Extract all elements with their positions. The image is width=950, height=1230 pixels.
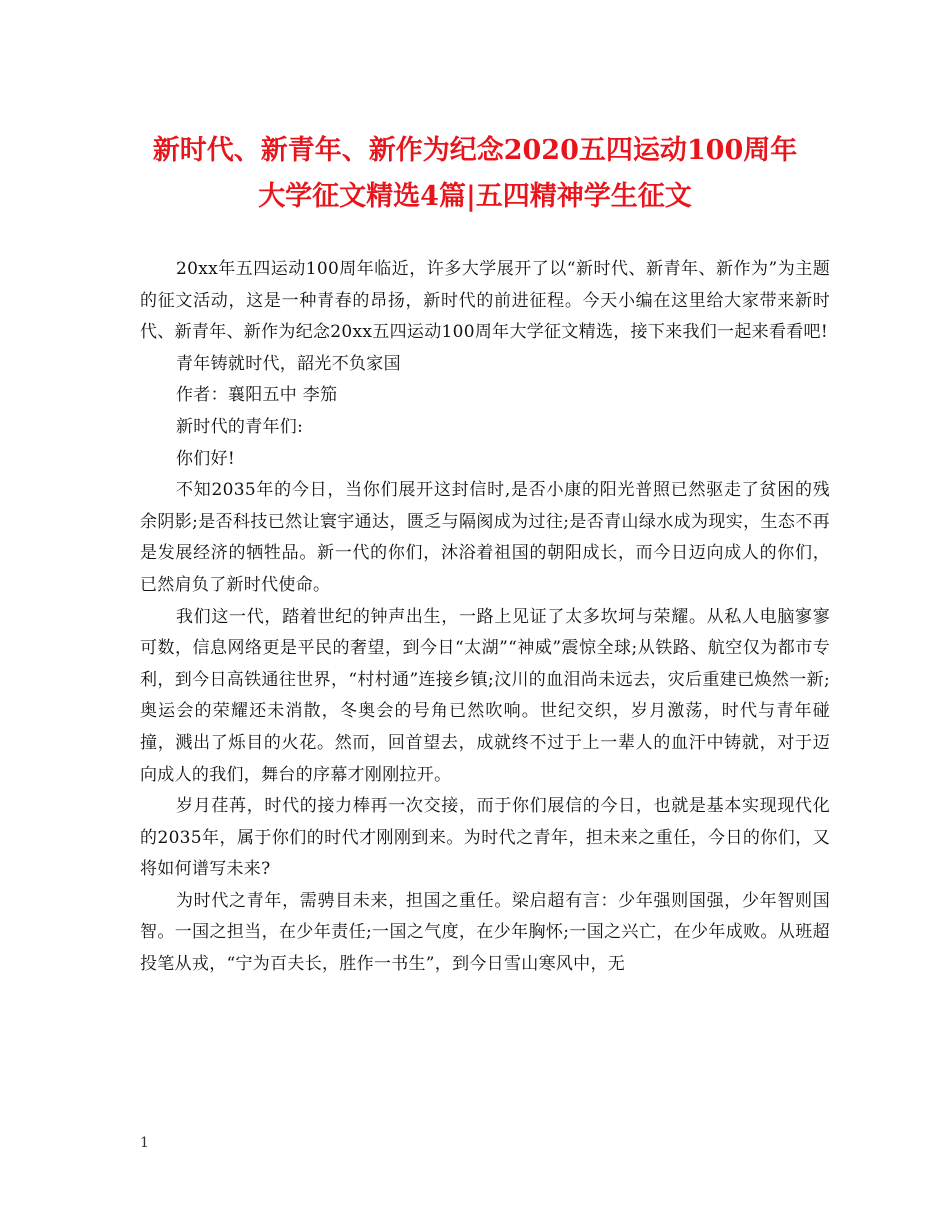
title-line-2: 大学征文精选4篇|五四精神学生征文	[258, 181, 692, 212]
body-paragraph: 为时代之青年，需骋目未来，担国之重任。梁启超有言：少年强则国强，少年智则国智。一国之担当，在少年责任;一国之气度，在少年胸怀;一国之兴亡，在少年成败。从班超投笔从戎，“宁为百夫长，胜作一书生”，到今日雪山寒风中，无	[140, 890, 830, 975]
document-title	[100, 128, 850, 220]
title-line-1: 新时代、新青年、新作为纪念2020五四运动100周年	[152, 135, 798, 166]
intro-paragraph: 20xx年五四运动100周年临近，许多大学展开了以“新时代、新青年、新作为”为主题的征文活动，这是一种青春的昂扬，新时代的前进征程。今天小编在这里给大家带来新时代、新青年、新作为纪念20xx五四运动100周年大学征文精选，接下来我们一起来看看吧!	[140, 259, 830, 343]
essay-title: 青年铸就时代，韶光不负家国	[176, 353, 401, 374]
body-paragraph: 不知2035年的今日，当你们展开这封信时,是否小康的阳光普照已然驱走了贫困的残余阴影;是否科技已然让寰宇通达，匮乏与隔阂成为过往;是否青山绿水成为现实，生态不再是发展经济的牺牲品。新一代的你们，沐浴着祖国的朝阳成长，而今日迈向成人的你们，已然肩负了新时代使命。	[140, 480, 830, 595]
body-paragraph: 我们这一代，踏着世纪的钟声出生，一路上见证了太多坎坷与荣耀。从私人电脑寥寥可数，信息网络更是平民的奢望，到今日“太湖”“神威”震惊全球;从铁路、航空仅为都市专利，到今日高铁通往世界，“村村通”连接乡镇;汶川的血泪尚未远去，灾后重建已焕然一新;奥运会的荣耀还未消散，冬奥会的号角已然吹响。世纪交织，岁月激荡，时代与青年碰撞，溅出了烁目的火花。然而，回首望去，成就终不过于上一辈人的血汗中铸就，对于迈向成人的我们，舞台的序幕才刚刚拉开。	[140, 606, 830, 785]
salutation: 新时代的青年们:	[176, 416, 304, 437]
greeting: 你们好!	[176, 448, 236, 469]
essay-author: 作者：襄阳五中 李笳	[176, 385, 338, 406]
page-number: 1	[140, 1135, 149, 1151]
body-paragraph: 岁月荏苒，时代的接力棒再一次交接，而于你们展信的今日，也就是基本实现现代化的2035年，属于你们的时代才刚刚到来。为时代之青年，担未来之重任，今日的你们，又将如何谱写未来?	[140, 796, 830, 880]
document-body	[140, 254, 830, 981]
